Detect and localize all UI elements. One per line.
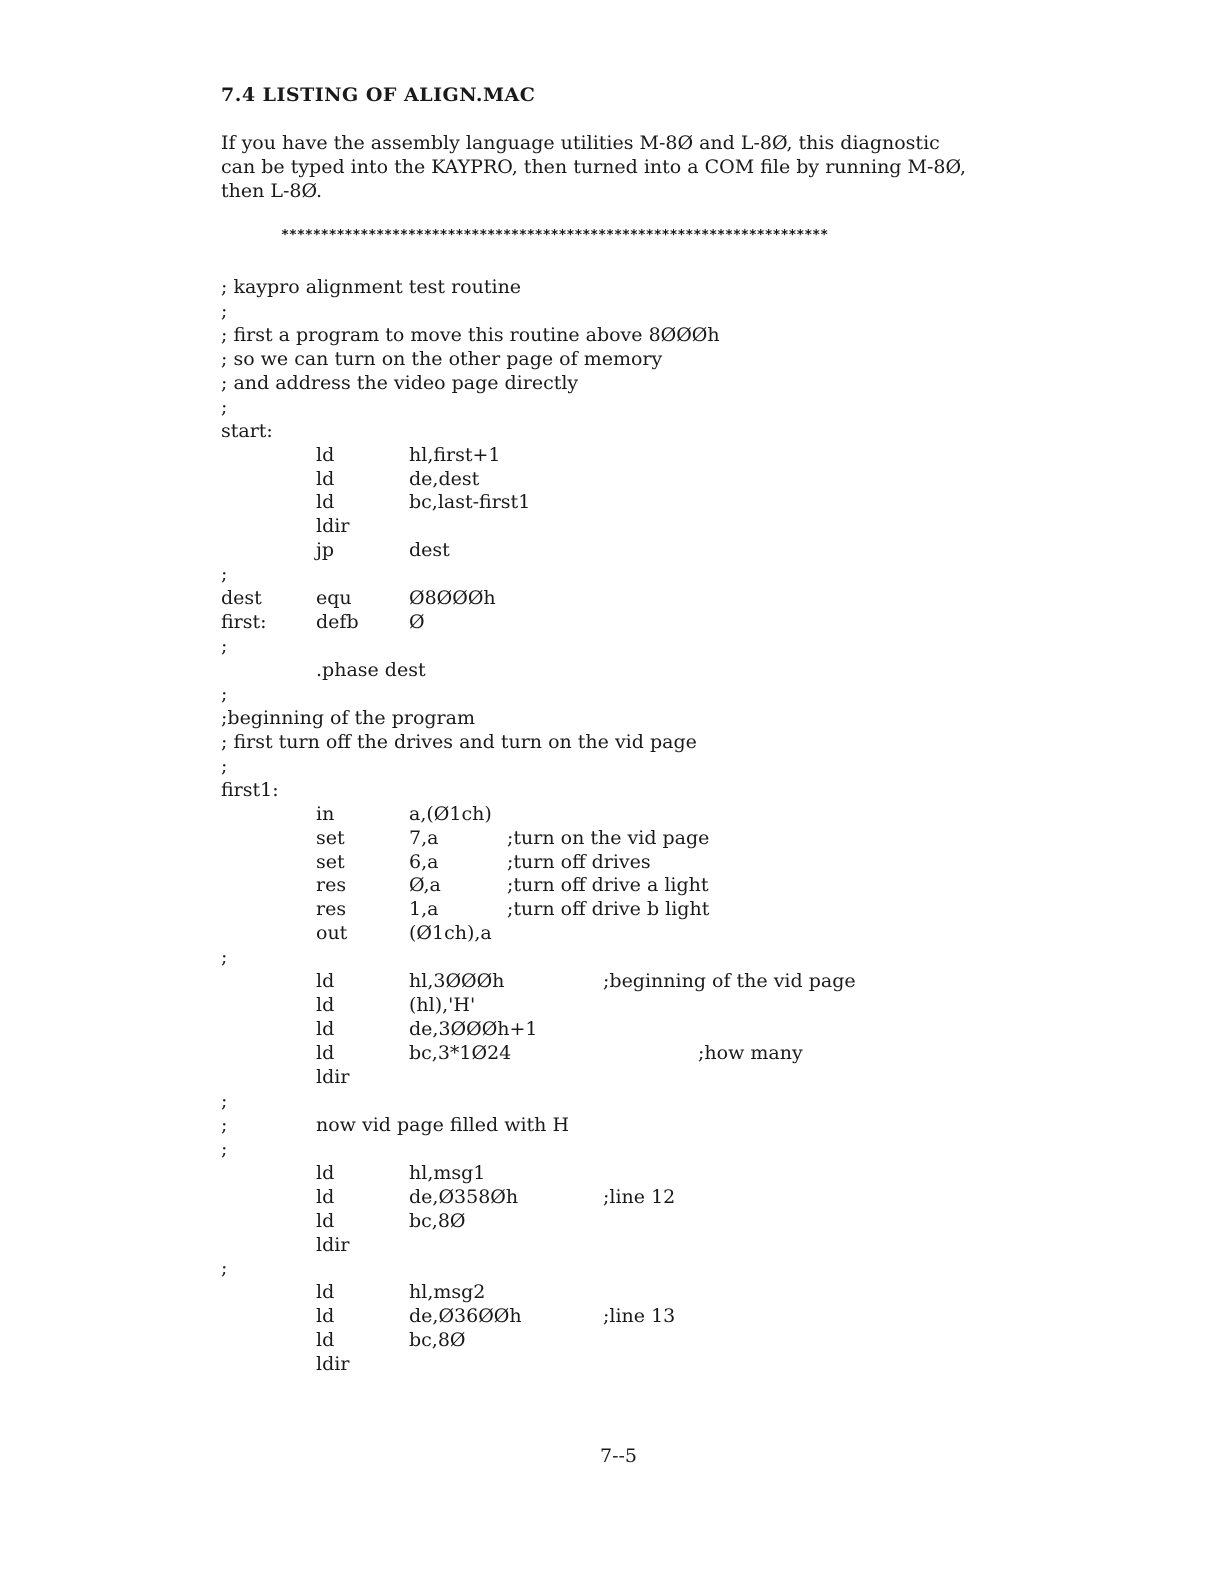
code-token: Ø8ØØØh — [409, 587, 496, 610]
intro-line: then L-8Ø. — [221, 180, 323, 202]
code-token: ; — [221, 635, 228, 658]
code-token: ld — [316, 1042, 335, 1064]
code-token: ldir — [316, 1065, 350, 1088]
section-heading: 7.4 LISTING OF ALIGN.MAC — [221, 84, 536, 106]
code-token: set — [316, 826, 345, 849]
code-token: hl,msg2 — [409, 1281, 486, 1304]
code-token: jp — [316, 539, 335, 562]
code-token: dest — [409, 539, 450, 562]
code-token: equ — [316, 587, 352, 610]
code-token: bc,last-first1 — [409, 491, 531, 514]
code-token: Ø — [409, 611, 425, 634]
code-token: ldir — [316, 1233, 350, 1256]
code-token: ;line 12 — [603, 1185, 676, 1208]
code-token: dest — [221, 587, 262, 610]
code-token: Ø,a — [409, 874, 441, 897]
code-token: de,dest — [409, 467, 480, 490]
code-token: ; — [221, 1137, 228, 1160]
code-token: res — [316, 874, 347, 897]
code-token: ; — [221, 682, 228, 705]
code-token: 6,a — [409, 850, 439, 873]
code-token: ; — [221, 563, 228, 586]
code-token: ;beginning of the vid page — [603, 970, 856, 993]
code-token: bc,8Ø — [409, 1209, 466, 1232]
code-token: ld — [316, 1209, 335, 1232]
intro-paragraph — [221, 131, 1111, 203]
code-token: ; — [221, 946, 228, 969]
code-token: ; first a program to move this routine above 8ØØØh — [221, 323, 720, 346]
code-token: ld — [316, 1305, 335, 1328]
code-token: ; first turn off the drives and turn on the vid page — [221, 730, 697, 753]
code-token: first: — [221, 611, 267, 634]
code-token: ;turn off drive a light — [507, 874, 709, 897]
code-token: ; — [221, 754, 228, 777]
code-token: ld — [316, 1185, 335, 1208]
code-token: out — [316, 922, 348, 945]
code-token: res — [316, 898, 347, 921]
page-number: 7--5 — [600, 1445, 638, 1467]
intro-line: can be typed into the KAYPRO, then turned into a COM file by running M-8Ø, — [221, 156, 966, 178]
code-token: in — [316, 802, 335, 825]
code-token: 7,a — [409, 826, 439, 849]
code-token: ; — [221, 1257, 228, 1280]
code-token: ; and address the video page directly — [221, 371, 579, 394]
code-token: de,Ø358Øh — [409, 1185, 519, 1208]
code-token: start: — [221, 419, 273, 442]
code-token: (hl),'H' — [409, 994, 476, 1017]
code-token: ;turn off drives — [507, 850, 651, 873]
code-token: hl,msg1 — [409, 1161, 486, 1184]
code-token: defb — [316, 611, 359, 634]
code-token: ;turn on the vid page — [507, 826, 710, 849]
code-token: ld — [316, 491, 335, 514]
code-token: (Ø1ch),a — [409, 922, 492, 945]
code-token: de,3ØØØh+1 — [409, 1018, 538, 1041]
code-token: ; so we can turn on the other page of memory — [221, 347, 663, 370]
intro-line: If you have the assembly language utilities M-8Ø and L-8Ø, this diagnostic — [221, 132, 940, 154]
code-token: a,(Ø1ch) — [409, 802, 492, 825]
code-token: ld — [316, 1281, 335, 1304]
code-token: ldir — [316, 515, 350, 538]
code-token: ld — [316, 1018, 335, 1041]
code-token: now vid page filled with H — [316, 1113, 570, 1136]
code-token: ; — [221, 1113, 228, 1136]
code-token: 1,a — [409, 898, 439, 921]
code-token: ld — [316, 970, 335, 993]
code-token: ld — [316, 1329, 335, 1352]
code-token: ;turn off drive b light — [507, 898, 710, 921]
asterisk-separator: ********************************************************************* — [281, 227, 829, 243]
code-token: ;line 13 — [603, 1305, 676, 1328]
code-token: ldir — [316, 1353, 350, 1376]
code-token: ; — [221, 1089, 228, 1112]
code-token: bc,8Ø — [409, 1329, 466, 1352]
code-token: ; — [221, 395, 228, 418]
code-token: ;how many — [698, 1042, 803, 1064]
code-token: ;beginning of the program — [221, 706, 475, 729]
code-token: hl,3ØØØh — [409, 970, 505, 993]
code-token: ; kaypro alignment test routine — [221, 276, 522, 298]
code-token: first1: — [221, 778, 279, 801]
code-token: set — [316, 850, 345, 873]
code-token: hl,first+1 — [409, 443, 501, 466]
code-token: ld — [316, 467, 335, 490]
code-token: ld — [316, 1161, 335, 1184]
code-token: ld — [316, 443, 335, 466]
code-token: ld — [316, 994, 335, 1017]
code-token: ; — [221, 299, 228, 322]
code-token: bc,3*1Ø24 — [409, 1042, 512, 1064]
code-token: de,Ø36ØØh — [409, 1305, 522, 1328]
code-token: .phase dest — [316, 659, 426, 681]
